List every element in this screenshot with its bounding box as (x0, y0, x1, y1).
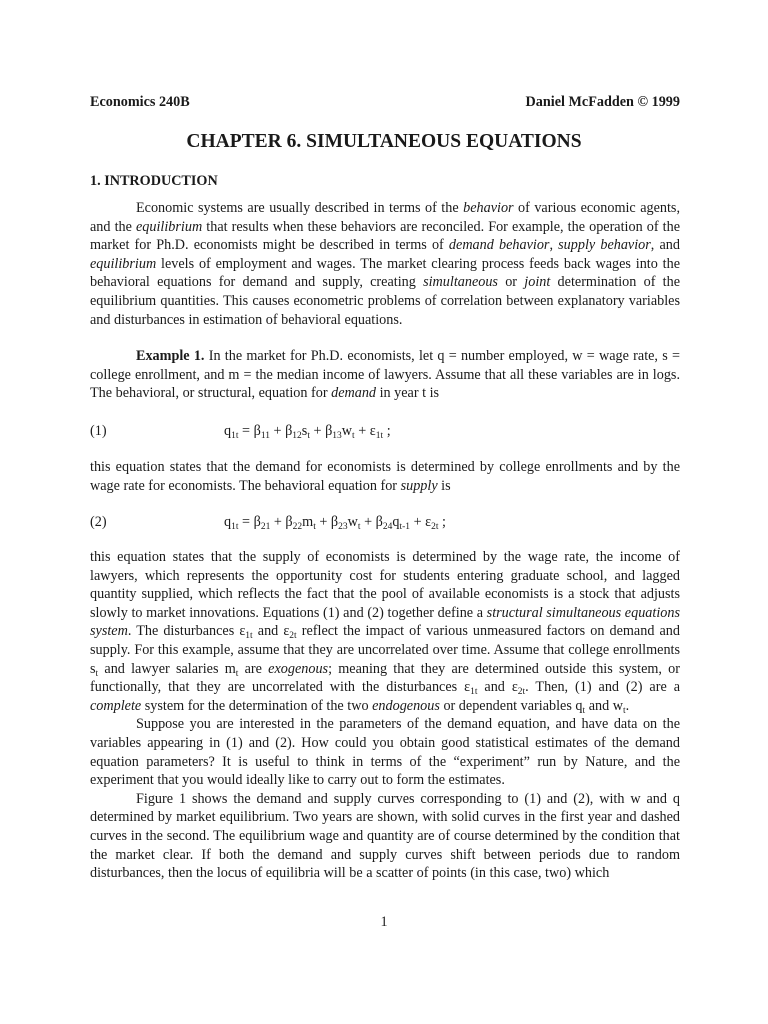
course-name: Economics 240B (90, 94, 190, 110)
author-copyright: Daniel McFadden © 1999 (525, 94, 680, 110)
equation-number: (2) (90, 514, 107, 530)
equation-number: (1) (90, 423, 107, 439)
section-heading: 1. INTRODUCTION (90, 173, 218, 189)
paragraph-supply: this equation states that the supply of economists is determined by the wage rate, the income of lawyers, which represents the opportunity cost for students entering graduate school, and lagged quantity supplied, which reflects the fact that the pool of available economists is a stock that adjusts slowly to market innovations. Equations (1) and (2) together define a structural simultaneous equations system. The disturbances $\varepsilon_{1t}$ and $\varepsilon_{2t}$ reflect the impact of various unmeasured factors on demand and supply. For this example, assume that they are uncorrelated over time. Assume that college enrollments $s_t$ and lawyer salaries $m_t$ are exogenous; meaning that they are determined outside this system, or functionally, that they are uncorrelated with the disturbances $\varepsilon_{1t}$ and $\varepsilon_{2t}$. Then, (1) and (2) are a complete system for the determination of the two endogenous or dependent variables $q_t$ and $w_t$. Suppose you are interested in the parameters of the demand equation, and have data on the variables appearing in (1) and (2). How could you obtain good statistical estimates of the demand equation parameters? It is useful to think in terms of the “experiment” run by Nature, and the experiment that you would ideally like to carry out to form the estimates. Figure 1 shows the demand and supply curves corresponding to (1) and (2), with w and q determined by market equilibrium. Two years are shown, with solid curves in the first year and dashed curves in the second. The equilibrium wage and quantity are of course determined by the condition that the market clear. If both the demand and supply curves shift between periods due to random disturbances, then the locus of equilibria will be a scatter of points (in this case, two) which (90, 549, 680, 882)
equation-1 (90, 422, 680, 441)
chapter-title: CHAPTER 6. SIMULTANEOUS EQUATIONS (186, 131, 582, 152)
paragraph-example-1: Example 1. In the market for Ph.D. economists, let q = number employed, w = wage rate, s = college enrollment, and m = the median income of lawyers. Assume that all these variables are in logs. The behavioral, or structural, equation for demand in year t is (90, 348, 680, 402)
paragraph-demand: this equation states that the demand for economists is determined by college enrollments and by the wage rate for economists. The behavioral equation for supply is (90, 459, 680, 494)
page-header (90, 94, 680, 111)
equation-supply: $q_{1t} = \beta_{21} + \beta_{22}m_t + \beta_{23}w_t + \beta_{24}q_{t-1} + \varepsilon_{2t}$ ; (224, 514, 446, 532)
paragraph-intro: Economic systems are usually described in terms of the behavior of various economic agents, and the equilibrium that results when these behaviors are reconciled. For example, the operation of the market for Ph.D. economists might be described in terms of demand behavior, supply behavior, and equilibrium levels of employment and wages. The market clearing process feeds back wages into the behavioral equations for demand and supply, creating simultaneous or joint determination of the equilibrium quantities. This causes econometric problems of correlation between explanatory variables and disturbances in estimation of behavioral equations. (90, 200, 680, 328)
page-number: 1 (380, 914, 388, 930)
equation-demand: $q_{1t} = \beta_{11} + \beta_{12}s_t + \beta_{13}w_t + \varepsilon_{1t}$ ; (224, 423, 391, 441)
example-label: Example 1. (136, 348, 205, 364)
equation-2 (90, 513, 680, 532)
